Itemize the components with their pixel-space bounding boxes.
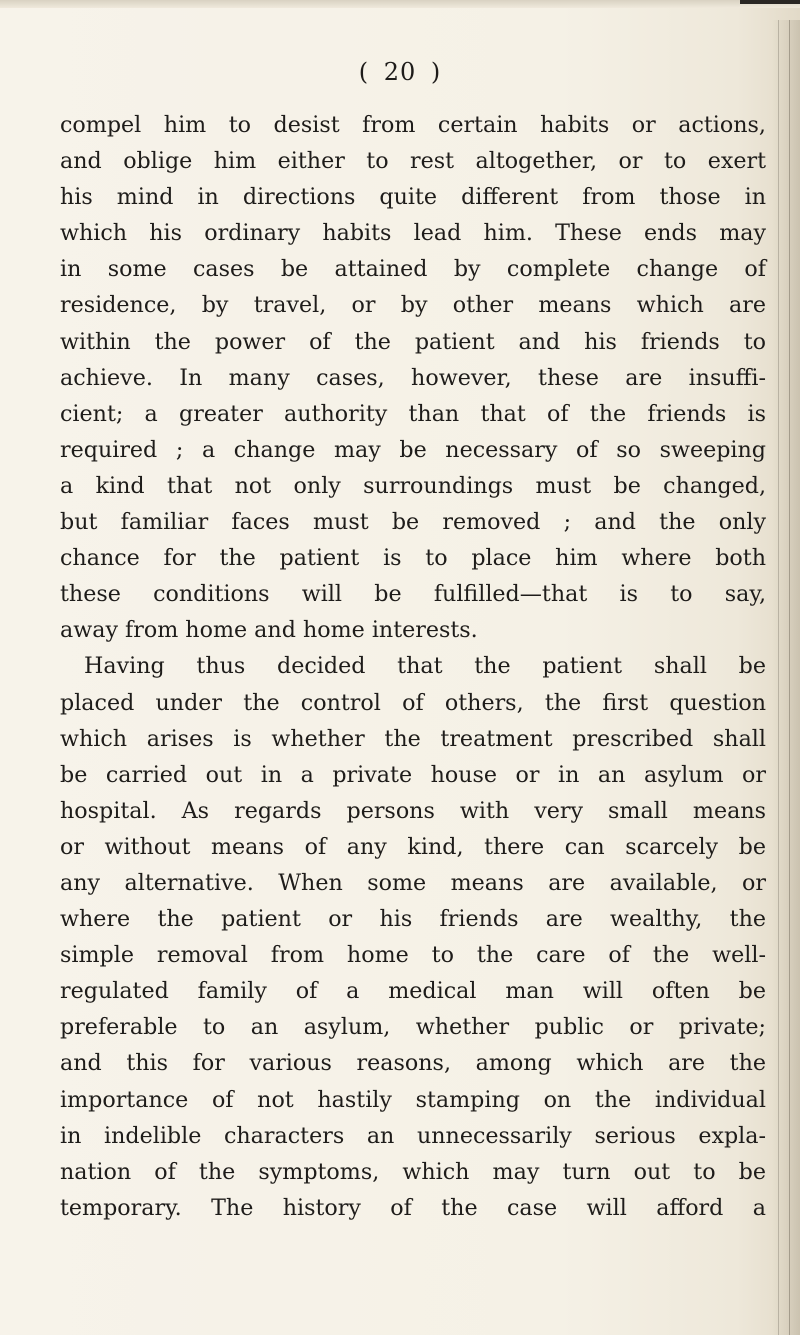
text-line: and this for various reasons, among which are the	[60, 1050, 766, 1077]
gutter-line	[789, 20, 790, 1335]
text-line: placed under the control of others, the first question	[60, 689, 766, 716]
text-line: hospital. As regards persons with very small means	[60, 797, 766, 824]
text-line: these conditions will be fulfilled—that is to say,	[60, 581, 766, 608]
text-line: simple removal from home to the care of the well-	[60, 942, 766, 969]
text-line: a kind that not only surroundings must be changed,	[60, 472, 766, 499]
top-edge-shadow	[0, 0, 800, 8]
text-line: but familiar faces must be removed ; and the only	[60, 509, 766, 536]
page-number: ( 20 )	[358, 58, 442, 86]
text-line: which arises is whether the treatment prescribed shall	[60, 725, 766, 752]
top-edge-mark	[740, 0, 800, 4]
text-line: be carried out in a private house or in an asylum or	[60, 761, 766, 788]
body-text	[60, 107, 766, 1226]
text-line: importance of not hastily stamping on the individual	[60, 1086, 766, 1113]
text-line: compel him to desist from certain habits or actions,	[60, 112, 766, 138]
text-line: his mind in directions quite different from those in	[60, 184, 766, 211]
text-line: temporary. The history of the case will afford a	[60, 1194, 766, 1221]
text-line: achieve. In many cases, however, these are insuffi-	[60, 364, 766, 391]
text-line: Having thus decided that the patient shall be	[84, 653, 766, 680]
text-line: cient; a greater authority than that of the friends is	[60, 400, 766, 427]
text-line: and oblige him either to rest altogether, or to exert	[60, 148, 766, 175]
page-gutter-edge	[772, 20, 800, 1335]
text-line: in indelible characters an unnecessarily serious expla-	[60, 1122, 766, 1149]
text-line: chance for the patient is to place him where both	[60, 545, 766, 572]
text-line: where the patient or his friends are wealthy, the	[60, 906, 766, 933]
text-line: nation of the symptoms, which may turn out to be	[60, 1158, 766, 1185]
text-line: residence, by travel, or by other means which are	[60, 292, 766, 319]
text-line: preferable to an asylum, whether public or private;	[60, 1014, 766, 1041]
text-line: required ; a change may be necessary of so sweeping	[60, 436, 766, 463]
text-line: within the power of the patient and his friends to	[60, 328, 766, 355]
gutter-line	[778, 20, 779, 1335]
text-line: which his ordinary habits lead him. These ends may	[60, 220, 766, 247]
text-line: in some cases be attained by complete change of	[60, 256, 766, 283]
text-line: regulated family of a medical man will often be	[60, 978, 766, 1005]
text-line: away from home and home interests.	[60, 617, 478, 644]
text-line: or without means of any kind, there can scarcely be	[60, 833, 766, 860]
text-line: any alternative. When some means are available, or	[60, 869, 766, 896]
